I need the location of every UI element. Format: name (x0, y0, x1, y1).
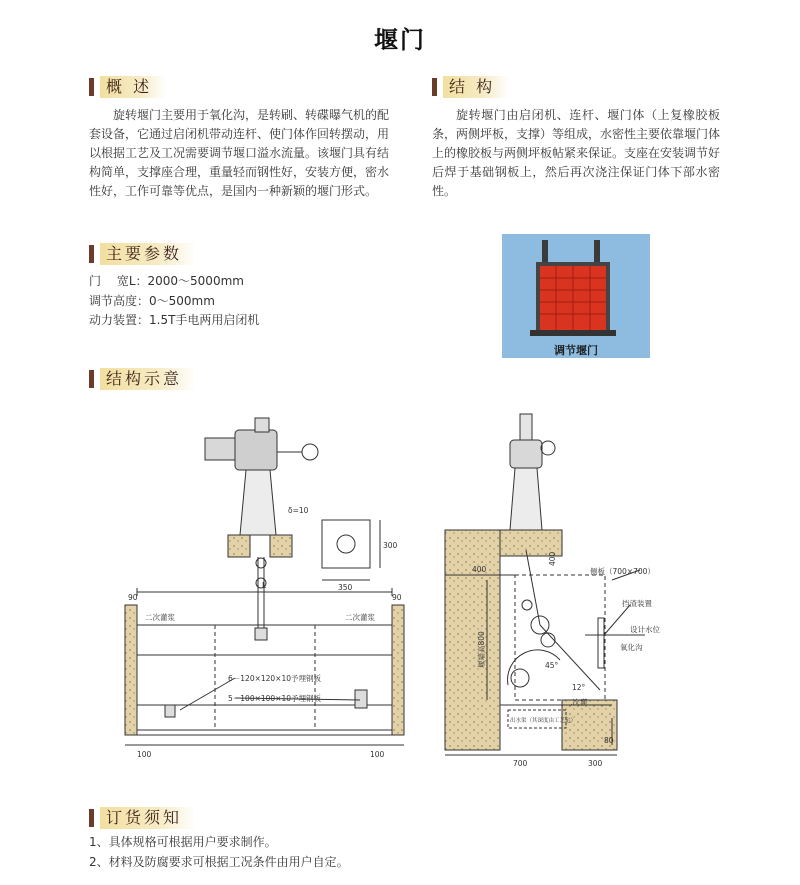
param-line-power: 动力装置：1.5T手电两用启闭机 (89, 313, 260, 327)
label-300b: 300 (588, 759, 603, 768)
heading-accent-bar (89, 78, 94, 96)
weir-gate-illustration (502, 234, 650, 358)
heading-accent-bar (89, 809, 94, 827)
label-400b: 400 (548, 551, 557, 566)
label-grout-left: 二次灌浆 (145, 613, 175, 622)
label-design-level: 设计水位 (630, 625, 660, 634)
label-oxid-ditch: 氧化沟 (620, 643, 643, 652)
heading-accent-bar (89, 245, 94, 263)
structure-text: 旋转堰门由启闭机、连杆、堰门体（上复橡胶板条，两侧坪板，支撑）等组成，水密性主要依靠堰门体上的橡胶板与两侧坪板帖紧来保证。支座在安装调节好后焊于基础钢板上，然后再次浇注保证门体下部水密性。 (432, 108, 721, 198)
label-outlet: 出水渠（其深度由工艺定） (510, 718, 577, 724)
ordering-item-2: 2、材料及防腐要求可根据工况条件由用户自定。 (89, 855, 349, 869)
label-side-plate: 侧板（700×700） (590, 567, 655, 576)
label-plate1: 6－120×120×10予埋钢板 (228, 674, 322, 683)
overview-heading-label: 概 述 (100, 76, 166, 98)
overview-heading (89, 76, 166, 98)
diagram-heading (89, 368, 196, 390)
label-L: L (262, 581, 267, 590)
label-12: 12° (572, 683, 586, 692)
side-view (445, 414, 645, 755)
ordering-item-1: 1、具体规格可根据用户要求制作。 (89, 835, 277, 849)
label-300: 300 (383, 541, 398, 550)
param-line-height: 调节高度：0～500mm (89, 294, 215, 308)
label-delta: δ=10 (288, 506, 309, 515)
label-100a: 100 (137, 750, 152, 759)
structure-heading (432, 76, 509, 98)
label-80: 80 (604, 736, 614, 745)
label-45: 45° (545, 661, 559, 670)
label-baffle: 挡渣装置 (622, 599, 652, 608)
label-100b: 100 (370, 750, 385, 759)
ordering-heading (89, 807, 196, 829)
diagram-heading-label: 结构示意 (100, 368, 196, 390)
photo-caption: 调节堰门 (554, 344, 598, 357)
label-400a: 400 (472, 565, 487, 574)
label-700: 700 (513, 759, 528, 768)
structure-heading-label: 结 构 (443, 76, 509, 98)
product-photo (502, 234, 650, 358)
label-weir-height: 堰墙高800 (477, 631, 486, 668)
ordering-heading-label: 订货须知 (100, 807, 196, 829)
label-350: 350 (338, 583, 353, 592)
heading-accent-bar (89, 370, 94, 388)
label-90b: 90 (392, 593, 402, 602)
structure-diagram (0, 400, 800, 780)
param-line-width: 门 宽L：2000～5000mm (89, 274, 244, 288)
label-90a: 90 (128, 593, 138, 602)
params-heading-label: 主要参数 (100, 243, 196, 265)
label-plate2: 5－100×100×10予埋钢板 (228, 694, 322, 703)
heading-accent-bar (432, 78, 437, 96)
params-heading (89, 243, 196, 265)
page-title: 堰门 (374, 26, 426, 54)
label-grout-right: 二次灌浆 (345, 613, 375, 622)
label-grout-side: 二次灌 (565, 698, 588, 707)
overview-text: 旋转堰门主要用于氧化沟，是转刷、转碟曝气机的配套设备，它通过启闭机带动连杆、使门体作回转摆动，用以根据工艺及工况需要调节堰口溢水流量。该堰门具有结构简单，支撑座合理，重量轻而钢性好，安装方便，密水性好，工作可靠等优点，是国内一种新颖的堰门形式。 (89, 108, 390, 198)
